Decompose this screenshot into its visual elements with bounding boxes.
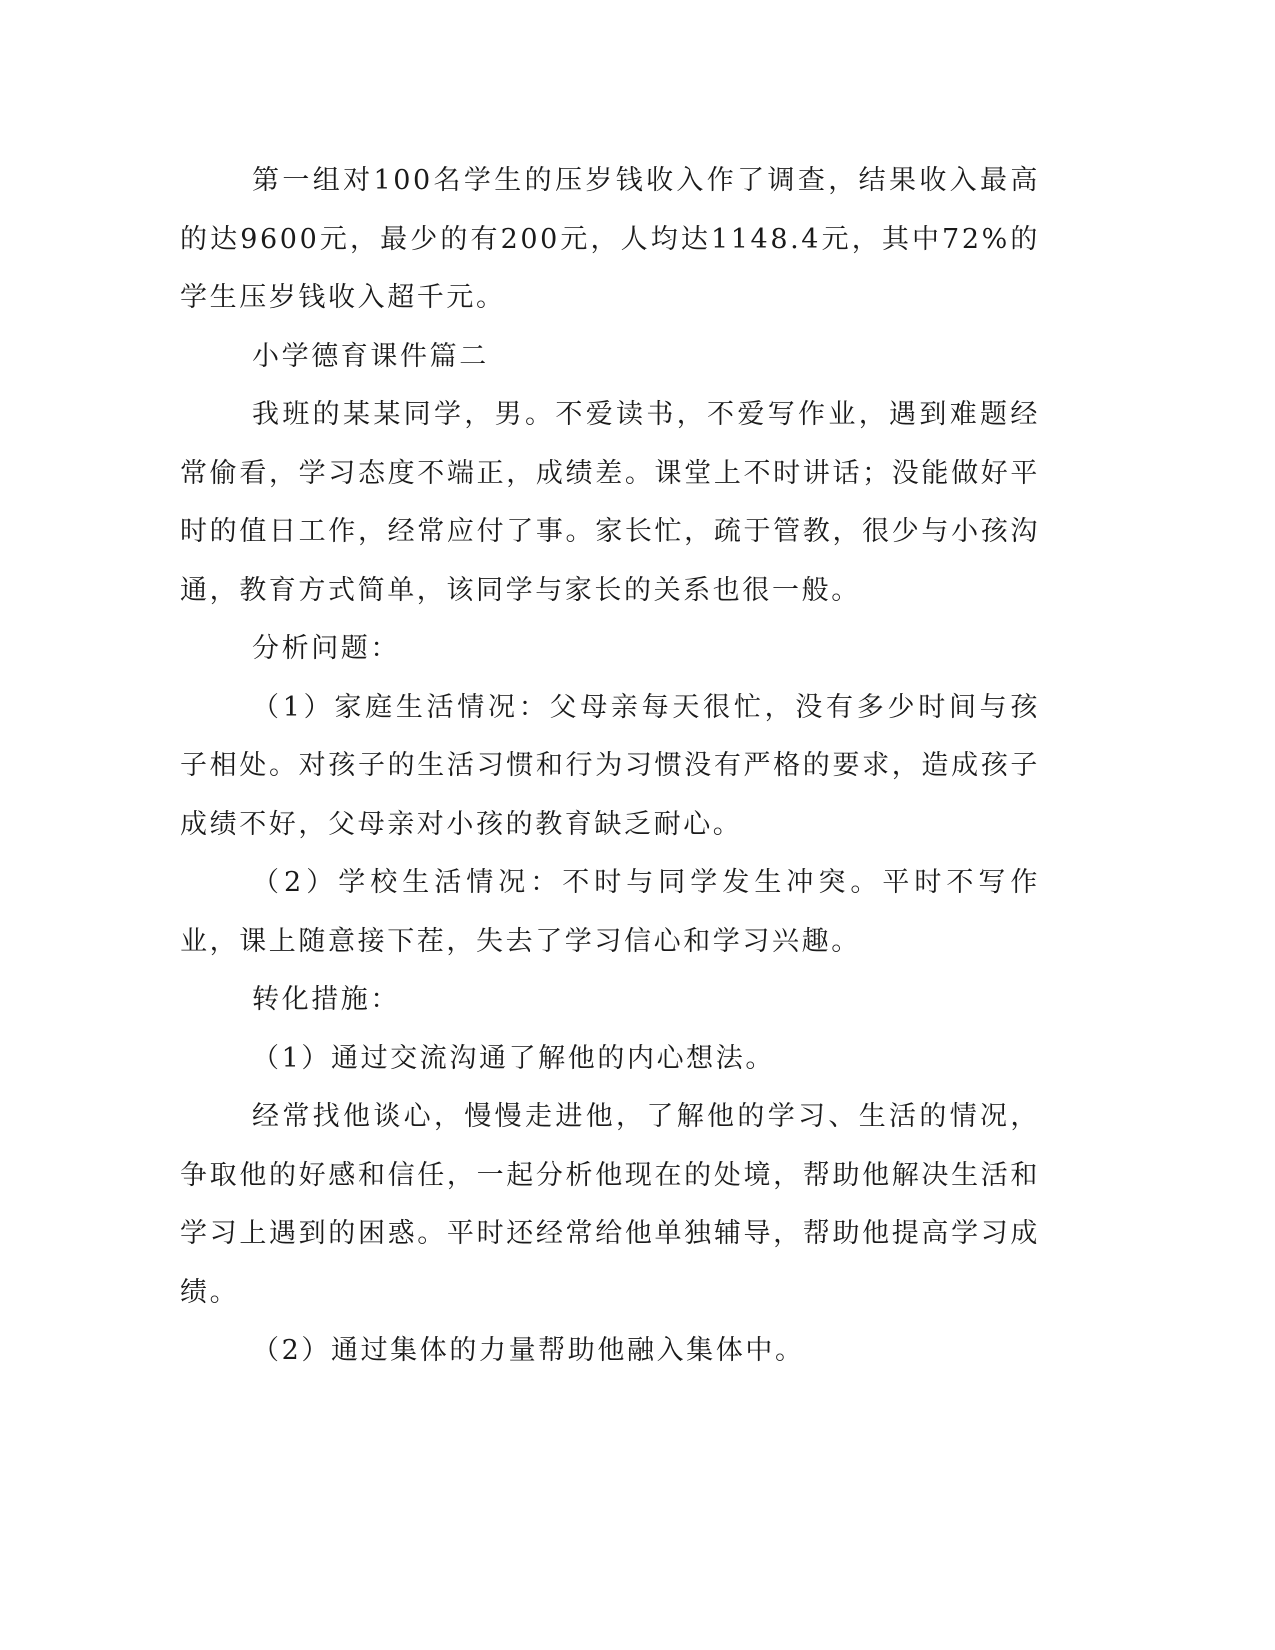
- document-body: [180, 152, 1040, 1381]
- subheading-measures: 转化措施：: [252, 984, 400, 1015]
- measure-item-communication: （1）通过交流沟通了解他的内心想法。: [252, 1042, 775, 1074]
- paragraph-survey-results: 第一组对100名学生的压岁钱收入作了调查，结果收入最高的达9600元，最少的有200元，人均达1148.4元，其中72%的学生压岁钱收入超千元。: [180, 165, 1040, 313]
- measure-item-collective: （2）通过集体的力量帮助他融入集体中。: [252, 1335, 805, 1366]
- analysis-item-family: （1）家庭生活情况：父母亲每天很忙，没有多少时间与孩子相处。对孩子的生活习惯和行为习惯没有严格的要求，造成孩子成绩不好，父母亲对小孩的教育缺乏耐心。: [180, 691, 1040, 840]
- paragraph-student-description: 我班的某某同学，男。不爱读书，不爱写作业，遇到难题经常偷看，学习态度不端正，成绩差。课堂上不时讲话；没能做好平时的值日工作，经常应付了事。家长忙，疏于管教，很少与小孩沟通，教育方式简单，该同学与家长的关系也很一般。: [180, 399, 1040, 606]
- paragraph-communication-detail: 经常找他谈心，慢慢走进他，了解他的学习、生活的情况，争取他的好感和信任，一起分析他现在的处境，帮助他解决生活和学习上遇到的困惑。平时还经常给他单独辅导，帮助他提高学习成绩。: [180, 1101, 1040, 1308]
- section-heading: 小学德育课件篇二: [252, 340, 489, 372]
- subheading-analysis: 分析问题：: [252, 633, 400, 664]
- analysis-item-school: （2）学校生活情况：不时与同学发生冲突。平时不写作业，课上随意接下茬，失去了学习信心和学习兴趣。: [180, 867, 1040, 957]
